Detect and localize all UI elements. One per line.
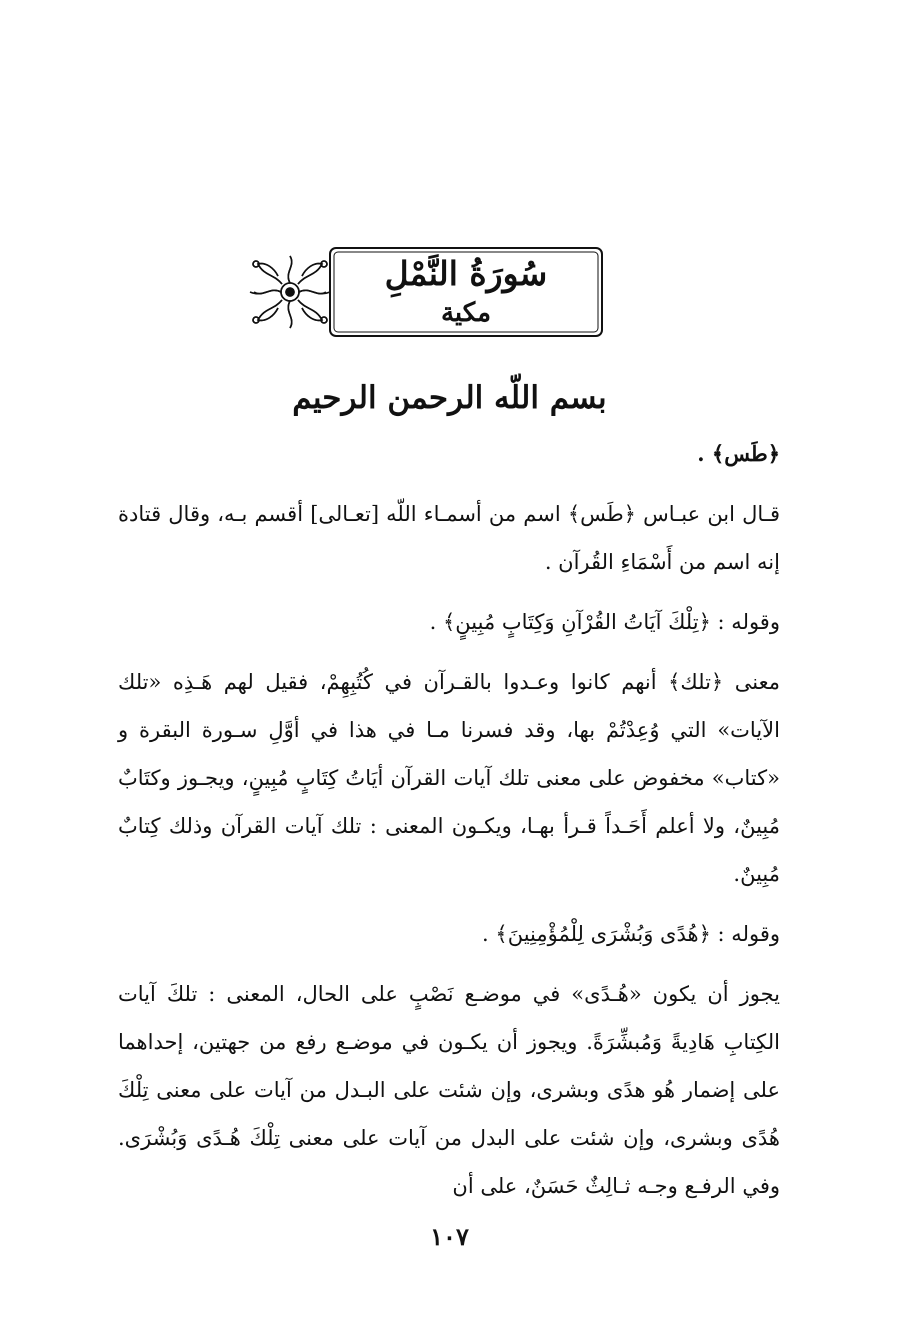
verse-quote-paragraph: وقوله : ﴿تِلْكَ آيَاتُ القُرْآنِ وَكِتَابٍ مُبِينٍ﴾ . [429, 610, 780, 634]
surah-revelation-type: مكية [440, 298, 492, 328]
page-body [118, 430, 816, 1210]
commentary-paragraph: معنى ﴿تلك﴾ أنهم كانوا وعـدوا بالقـرآن في كُتُبِهِمْ، فقيل لهم هَـذِه «تلك الآيات» التي وُعِدْتُمْ بها، وقد فسرنا مـا في هذا في أوَّلِ سـورة البقرة و «كتاب» مخفوض على معنى تلك آيات القرآن أيَاتُ كِتَابٍ مُبِينٍ، ويجـوز وكتَابٌ مُبِينٌ، ولا أعلم أَحَـداً قـرأ بهـا، ويكـون المعنى : تلك آيات القرآن وذلك كِتابٌ مُبِينٌ. [118, 670, 780, 886]
surah-header-frame [244, 244, 688, 340]
page-number: ١٠٧ [430, 1222, 469, 1251]
commentary-paragraph: يجوز أن يكون «هُـدًى» في موضـع نَصْبٍ على الحال، المعنى : تلكَ آيات الكِتابِ هَادِيةً وَمُبشِّرَةً. ويجوز أن يكـون في موضـع رفع من جهتين، إحداهما على إضمار هُو هدًى وبشرى، وإن شئت على البـدل من آيات على معنى تِلْكَ هُدًى وبشرى، وإن شئت على البدل من آيات على معنى تِلْكَ هُـدًى وَبُشْرَى. وفي الرفـع وجـه ثـالِثٌ حَسَنٌ، على أن [118, 982, 780, 1198]
verse-quote-paragraph: وقوله : ﴿هُدًى وَبُشْرَى لِلْمُؤْمِنِينَ﴾ . [482, 922, 780, 946]
commentary-paragraph: قـال ابن عبـاس ﴿طَس﴾ اسم من أسمـاء اللّه [تعـالى] أقسم بـه، وقال قتادة إنه اسم من أَسْمَاءِ القُرآن . [118, 502, 780, 574]
surah-title: سُورَةُ النَّمْلِ [384, 254, 548, 293]
surah-header-text [244, 244, 688, 340]
basmala: بسم اللّه الرحمن الرحيم [292, 380, 607, 416]
verse-heading: ﴿طَس﴾ . [697, 441, 780, 466]
